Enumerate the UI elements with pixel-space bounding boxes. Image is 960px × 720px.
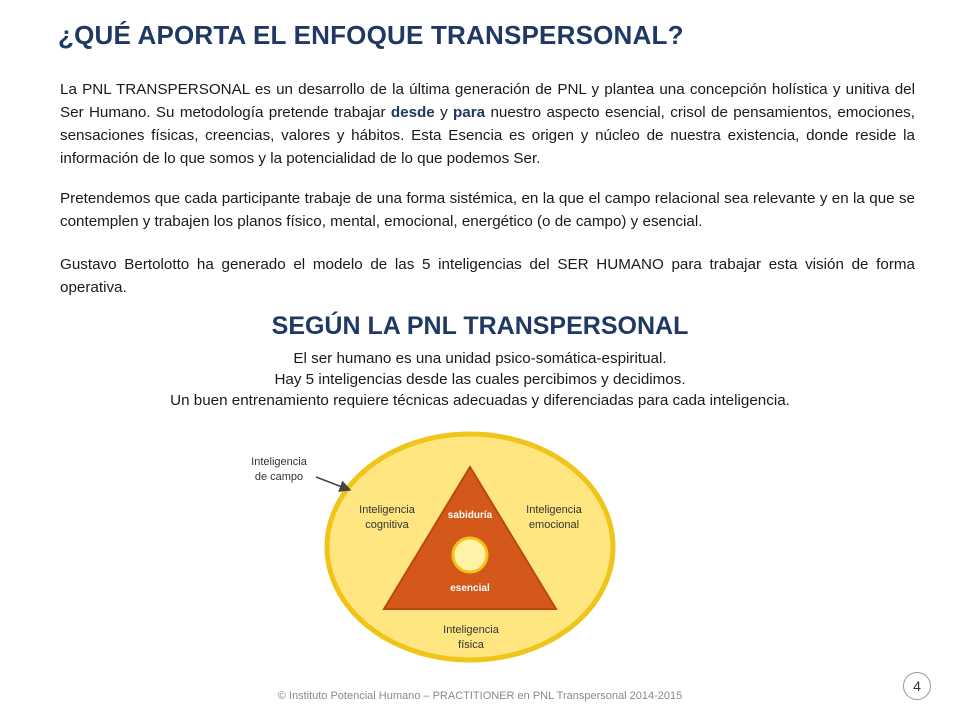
section-subtitle: SEGÚN LA PNL TRANSPERSONAL <box>271 312 689 340</box>
essence-core-circle <box>453 538 487 572</box>
summary-line: El ser humano es una unidad psico-somática-espiritual. <box>293 350 667 367</box>
keyword-desde: desde <box>390 104 435 121</box>
cognitiva-label-line2: cognitiva <box>365 519 409 531</box>
keyword-para: para <box>453 104 486 121</box>
footer-copyright: © Instituto Potencial Humano – PRACTITIONER en PNL Transpersonal 2014-2015 <box>277 690 683 702</box>
summary-line: Un buen entrenamiento requiere técnicas adecuadas y diferenciadas para cada inteligencia. <box>170 392 790 409</box>
page-title: ¿QUÉ APORTA EL ENFOQUE TRANSPERSONAL? <box>58 20 684 50</box>
emocional-label-line2: emocional <box>528 519 580 531</box>
paragraph-intro-part2: nuestro aspecto esencial, crisol de pensamientos, emociones, sensaciones físicas, creencias, valores y hábitos. Esta Esencia es origen y núcleo de nuestra existencia, donde reside la información de lo que somos y la potencialidad de lo que podemos Ser. <box>60 104 915 167</box>
paragraph-systemic: Pretendemos que cada participante trabaje de una forma sistémica, en la que el campo relacional sea relevante y en la que se contemplen y trabajen los planos físico, mental, emocional, energético (o de campo) y esencial. <box>60 190 915 230</box>
fisica-label-line2: física <box>458 639 484 651</box>
paragraph-model: Gustavo Bertolotto ha generado el modelo de las 5 inteligencias del SER HUMANO para trabajar esta visión de forma operativa. <box>60 256 915 296</box>
campo-label-line1: Inteligencia <box>251 456 307 468</box>
paragraph-intro-part1: La PNL TRANSPERSONAL es un desarrollo de la última generación de PNL y plantea una concepción holística y unitiva del Ser Humano. Su metodología pretende trabajar <box>60 81 915 121</box>
esencial-label: esencial <box>450 583 490 594</box>
cognitiva-label-line1: Inteligencia <box>359 504 415 516</box>
page-number-badge: 4 <box>903 672 931 700</box>
campo-arrow <box>316 477 350 490</box>
sabiduria-label: sabiduría <box>447 510 493 521</box>
campo-label-line2: de campo <box>254 471 304 483</box>
paragraph-intro-connector: y <box>434 104 454 121</box>
emocional-label-line1: Inteligencia <box>526 504 582 516</box>
fisica-label-line1: Inteligencia <box>443 624 499 636</box>
summary-line: Hay 5 inteligencias desde las cuales percibimos y decidimos. <box>274 371 686 388</box>
